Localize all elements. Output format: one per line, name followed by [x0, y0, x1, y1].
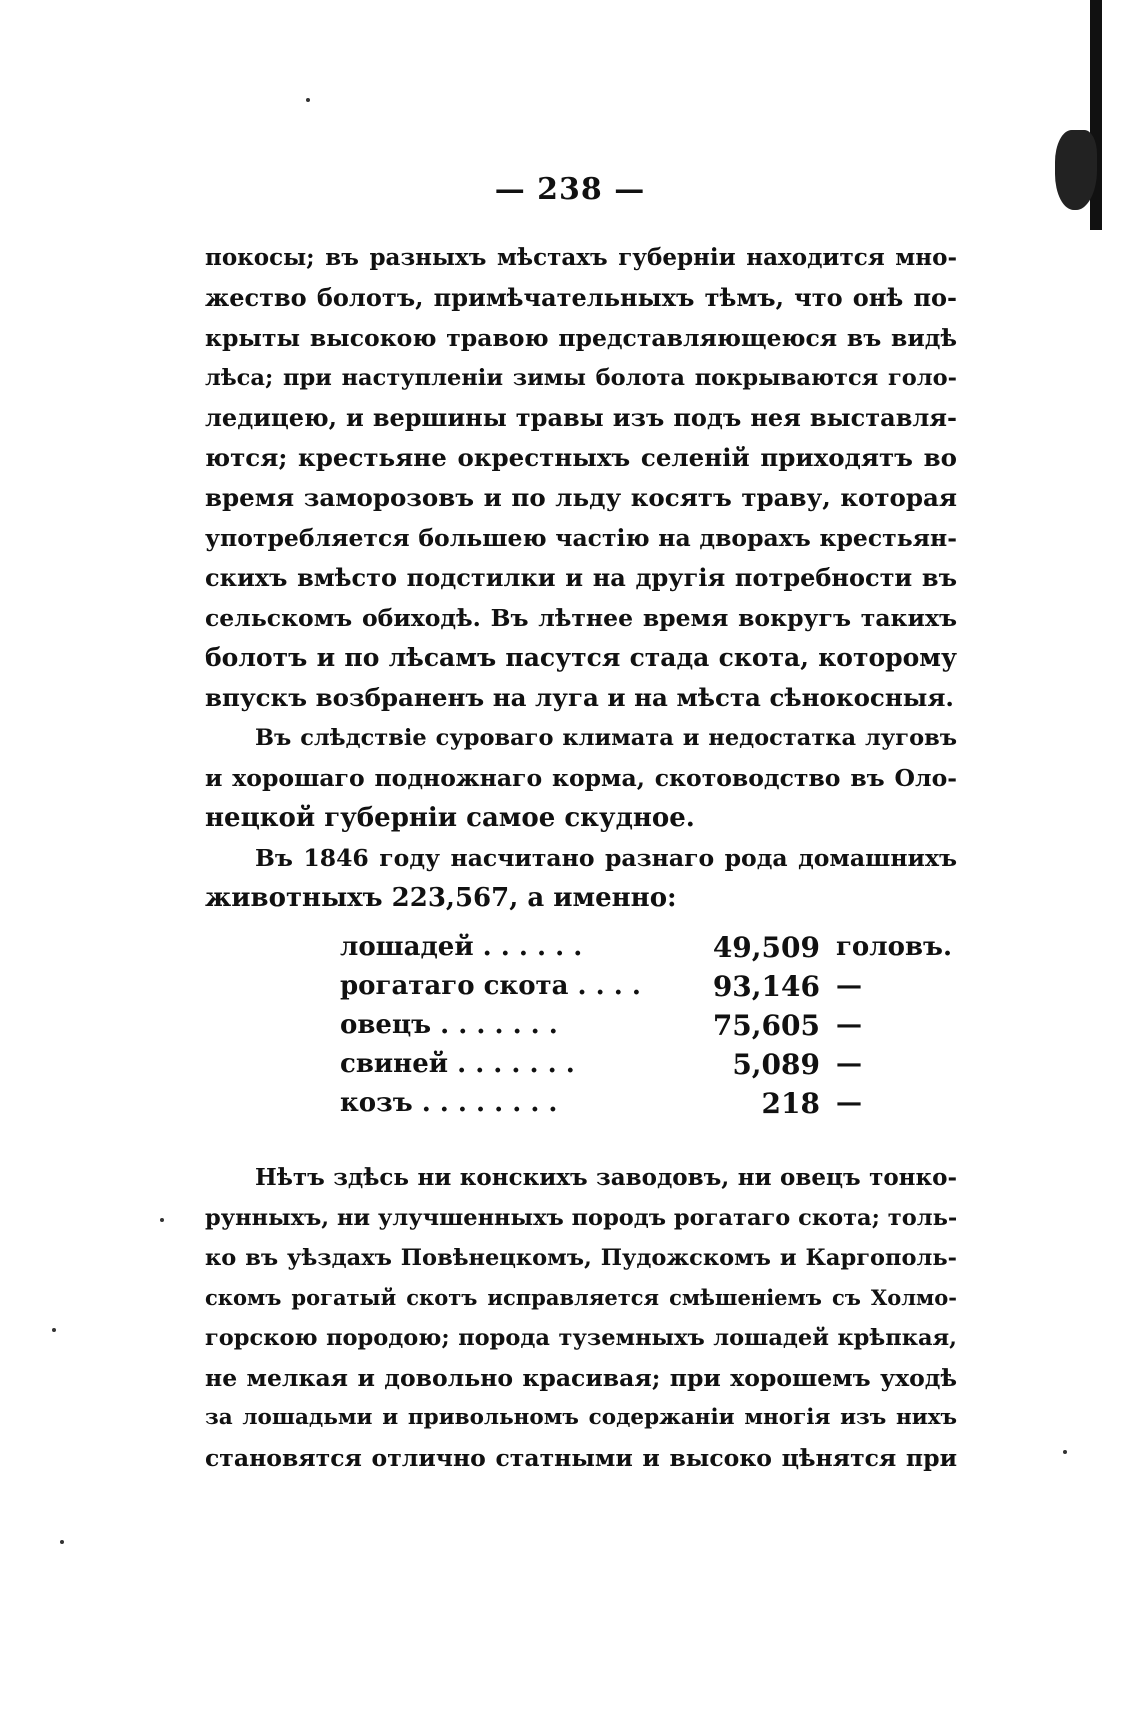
table-row: [340, 1045, 940, 1084]
text-line: за лошадьми и привольномъ содержаніи многія изъ нихъ: [205, 1405, 957, 1430]
animal-unit: головъ.: [836, 932, 953, 962]
animal-name: свиней . . . . . . .: [340, 1049, 575, 1079]
paragraph-climate: [205, 718, 957, 838]
text-line: Нѣтъ здѣсь ни конскихъ заводовъ, ни овецъ тонко-: [255, 1164, 957, 1191]
text-line: и хорошаго подножнаго корма, скотоводство въ Оло-: [205, 764, 957, 792]
text-line: не мелкая и довольно красивая; при хорошемъ уходѣ: [205, 1364, 957, 1392]
page-number: — 238 —: [494, 172, 646, 207]
animal-name: овецъ . . . . . . .: [340, 1010, 558, 1040]
text-line: нецкой губерніи самое скудное.: [205, 803, 695, 833]
table-row: [340, 928, 953, 967]
text-line: Въ 1846 году насчитано разнаго рода домашнихъ: [255, 844, 957, 872]
ink-speck: [306, 98, 310, 102]
text-line: болотъ и по лѣсамъ пасутся стада скота, которому: [205, 643, 957, 672]
animal-count: 49,509: [712, 931, 820, 964]
text-line: горскою породою; порода туземныхъ лошадей крѣпкая,: [205, 1325, 957, 1351]
text-line: Въ слѣдствіе суроваго климата и недостатка луговъ: [255, 725, 957, 751]
table-row: [340, 1084, 940, 1123]
animal-name: рогатаго скота . . . .: [340, 971, 641, 1001]
table-row: [340, 1006, 940, 1045]
text-line: лѣса; при наступленіи зимы болота покрываются голо-: [205, 365, 957, 391]
text-line: время заморозовъ и по льду косятъ траву, которая: [205, 483, 957, 512]
animal-unit: —: [836, 1010, 862, 1040]
text-line: употребляется большею частію на дворахъ крестьян-: [205, 524, 957, 552]
text-line: впускъ возбраненъ на луга и на мѣста сѣнокосныя.: [205, 683, 954, 712]
text-line: животныхъ 223,567, а именно:: [205, 883, 677, 913]
animal-count: 75,605: [712, 1009, 820, 1042]
ink-speck: [160, 1218, 164, 1222]
text-line: ются; крестьяне окрестныхъ селеній приходятъ во: [205, 443, 957, 472]
text-line: покосы; въ разныхъ мѣстахъ губерніи находится мно-: [205, 244, 957, 271]
text-line: рунныхъ, ни улучшенныхъ породъ рогатаго скота; толь-: [205, 1205, 958, 1231]
table-row: [340, 967, 940, 1006]
text-line: становятся отлично статными и высоко цѣнятся при: [205, 1444, 957, 1472]
animal-name: козъ . . . . . . . .: [340, 1088, 558, 1118]
text-line: ко въ уѣздахъ Повѣнецкомъ, Пудожскомъ и Каргополь-: [205, 1245, 957, 1271]
ink-speck: [52, 1328, 56, 1332]
animal-count: 93,146: [712, 970, 820, 1003]
livestock-table: [340, 928, 953, 1123]
animal-unit: —: [836, 971, 862, 1001]
animal-name: лошадей . . . . . .: [340, 932, 583, 962]
ink-speck: [60, 1540, 64, 1544]
animal-count: 5,089: [732, 1048, 820, 1081]
text-line: скихъ вмѣсто подстилки и на другія потребности въ: [205, 563, 957, 592]
animal-count: 218: [761, 1087, 820, 1120]
text-line: сельскомъ обиходѣ. Въ лѣтнее время вокругъ такихъ: [205, 604, 957, 632]
text-line: крыты высокою травою представляющеюся въ видѣ: [205, 324, 957, 352]
animal-unit: —: [836, 1088, 862, 1118]
text-line: скомъ рогатый скотъ исправляется смѣшеніемъ съ Холмо-: [205, 1285, 957, 1310]
text-line: ледицею, и вершины травы изъ подъ нея выставля-: [205, 403, 957, 432]
paragraph-breeds: [205, 1158, 957, 1478]
ink-speck: [1063, 1450, 1067, 1454]
paragraph-meadows: [205, 238, 957, 718]
paragraph-census: [205, 838, 957, 918]
animal-unit: —: [836, 1049, 862, 1079]
text-line: жество болотъ, примѣчательныхъ тѣмъ, что онѣ по-: [205, 283, 957, 312]
